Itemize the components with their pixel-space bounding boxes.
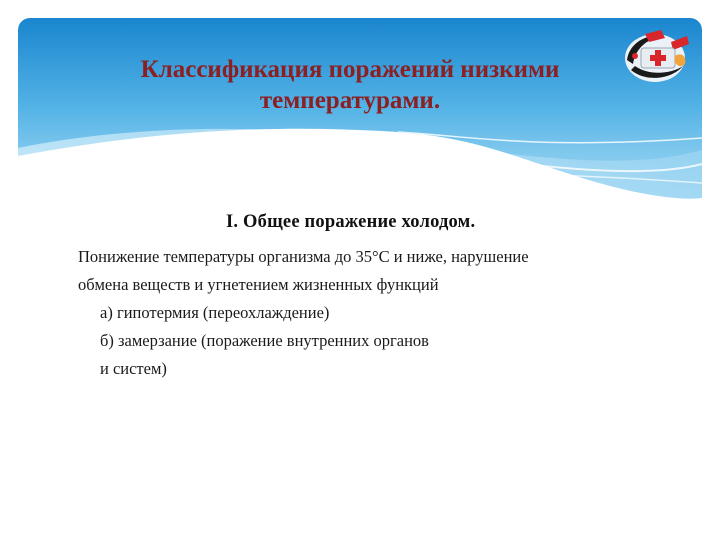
body-text <box>78 243 678 383</box>
section-heading: I. Общее поражение холодом. <box>226 212 476 232</box>
slide-title <box>110 54 590 116</box>
list-item-b-continued: и систем) <box>100 359 167 378</box>
paragraph-line-2: обмена веществ и угнетением жизненных функций <box>78 275 439 294</box>
red-cross-logo-icon <box>615 26 699 88</box>
header-wave-graphic <box>18 18 702 218</box>
list-item-b: б) замерзание (поражение внутренних органов <box>100 331 429 350</box>
list-item-a: а) гипотермия (переохлаждение) <box>100 303 330 322</box>
paragraph-line-1: Понижение температуры организма до 35°С и ниже, нарушение <box>78 247 529 266</box>
slide-title-line-1: Классификация поражений низкими <box>140 56 560 83</box>
slide-title-line-2: температурами. <box>259 87 441 114</box>
header-background <box>18 18 702 218</box>
